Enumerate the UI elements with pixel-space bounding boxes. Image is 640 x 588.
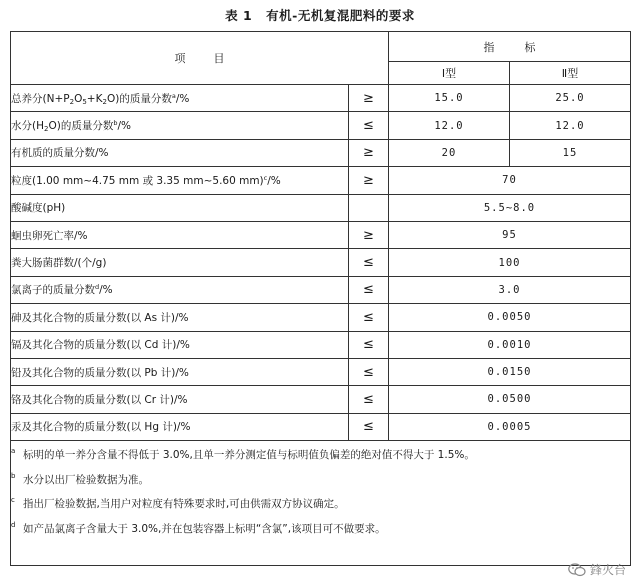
- row-label: 铅及其化合物的质量分数(以 Pb 计)/%: [11, 358, 349, 385]
- table-row: [11, 194, 631, 221]
- value-type-2: 25.0: [510, 85, 631, 112]
- value-both-types: 0.0005: [389, 413, 631, 440]
- comparison-symbol: ≤: [349, 413, 389, 440]
- row-label: 酸碱度(pH): [11, 194, 349, 221]
- wechat-icon: [568, 563, 586, 577]
- value-both-types: 3.0: [389, 276, 631, 303]
- table-row: [11, 358, 631, 385]
- comparison-symbol: ≤: [349, 304, 389, 331]
- row-label: 铬及其化合物的质量分数(以 Cr 计)/%: [11, 386, 349, 413]
- table-title-text: 有机-无机复混肥料的要求: [266, 8, 415, 23]
- row-label: 汞及其化合物的质量分数(以 Hg 计)/%: [11, 413, 349, 440]
- value-both-types: 0.0150: [389, 358, 631, 385]
- row-label: 粒度(1.00 mm~4.75 mm 或 3.35 mm~5.60 mm)$^c$/%: [11, 167, 349, 194]
- table-row: [11, 112, 631, 139]
- table-row: [11, 139, 631, 166]
- comparison-symbol: ≥: [349, 221, 389, 248]
- header-type-1: Ⅰ型: [389, 62, 510, 85]
- table-row: [11, 276, 631, 303]
- table-row: [11, 331, 631, 358]
- header-indicator: 指标: [389, 32, 631, 62]
- header-type-2: Ⅱ型: [510, 62, 631, 85]
- comparison-symbol: ≤: [349, 358, 389, 385]
- value-both-types: 0.0500: [389, 386, 631, 413]
- row-label: 有机质的质量分数/%: [11, 139, 349, 166]
- table-row: [11, 167, 631, 194]
- comparison-symbol: ≥: [349, 139, 389, 166]
- note-a: $^a$ 标明的单一养分含量不得低于 3.0%,且单一养分测定值与标明值负偏差的绝对值不得大于 1.5%。: [11, 447, 475, 462]
- comparison-symbol: ≤: [349, 249, 389, 276]
- value-type-1: 12.0: [389, 112, 510, 139]
- row-label: 氯离子的质量分数$^d$/%: [11, 276, 349, 303]
- value-both-types: 0.0050: [389, 304, 631, 331]
- comparison-symbol: ≤: [349, 331, 389, 358]
- table-notes: [11, 441, 631, 566]
- header-item: 项目: [11, 32, 389, 85]
- row-label: 镉及其化合物的质量分数(以 Cd 计)/%: [11, 331, 349, 358]
- table-row: [11, 413, 631, 440]
- value-type-1: 15.0: [389, 85, 510, 112]
- value-both-types: 100: [389, 249, 631, 276]
- row-label: 蛔虫卵死亡率/%: [11, 221, 349, 248]
- table-body: [11, 85, 631, 566]
- table-number: 表 1: [225, 8, 253, 23]
- row-label: 总养分$(N+P_2O_5+K_2O)$的质量分数$^a$/%: [11, 85, 349, 112]
- value-both-types: 70: [389, 167, 631, 194]
- comparison-symbol: ≥: [349, 167, 389, 194]
- requirements-table: [10, 31, 631, 566]
- table-row: [11, 304, 631, 331]
- table-title: [0, 6, 640, 24]
- table-row: [11, 85, 631, 112]
- value-both-types: 5.5~8.0: [389, 194, 631, 221]
- value-type-1: 20: [389, 139, 510, 166]
- comparison-symbol: ≤: [349, 112, 389, 139]
- row-label: 水分$(H_2O)$的质量分数$^b$/%: [11, 112, 349, 139]
- watermark-text: 鋒火台: [589, 563, 626, 577]
- note-d: $^d$ 如产品氯离子含量大于 3.0%,并在包装容器上标明“含氯”,该项目可不做要求。: [11, 520, 386, 535]
- value-type-2: 15: [510, 139, 631, 166]
- value-both-types: 0.0010: [389, 331, 631, 358]
- value-both-types: 95: [389, 221, 631, 248]
- comparison-symbol: ≤: [349, 276, 389, 303]
- watermark: [568, 561, 626, 578]
- table-row: [11, 221, 631, 248]
- note-b: $^b$ 水分以出厂检验数据为准。: [11, 471, 149, 486]
- table-row: [11, 249, 631, 276]
- comparison-symbol: ≤: [349, 386, 389, 413]
- row-label: 砷及其化合物的质量分数(以 As 计)/%: [11, 304, 349, 331]
- value-type-2: 12.0: [510, 112, 631, 139]
- note-c: $^c$ 指出厂检验数据,当用户对粒度有特殊要求时,可由供需双方协议确定。: [11, 496, 345, 511]
- comparison-symbol: ≥: [349, 85, 389, 112]
- comparison-symbol: [349, 194, 389, 221]
- row-label: 粪大肠菌群数/(个/g): [11, 249, 349, 276]
- table-row: [11, 386, 631, 413]
